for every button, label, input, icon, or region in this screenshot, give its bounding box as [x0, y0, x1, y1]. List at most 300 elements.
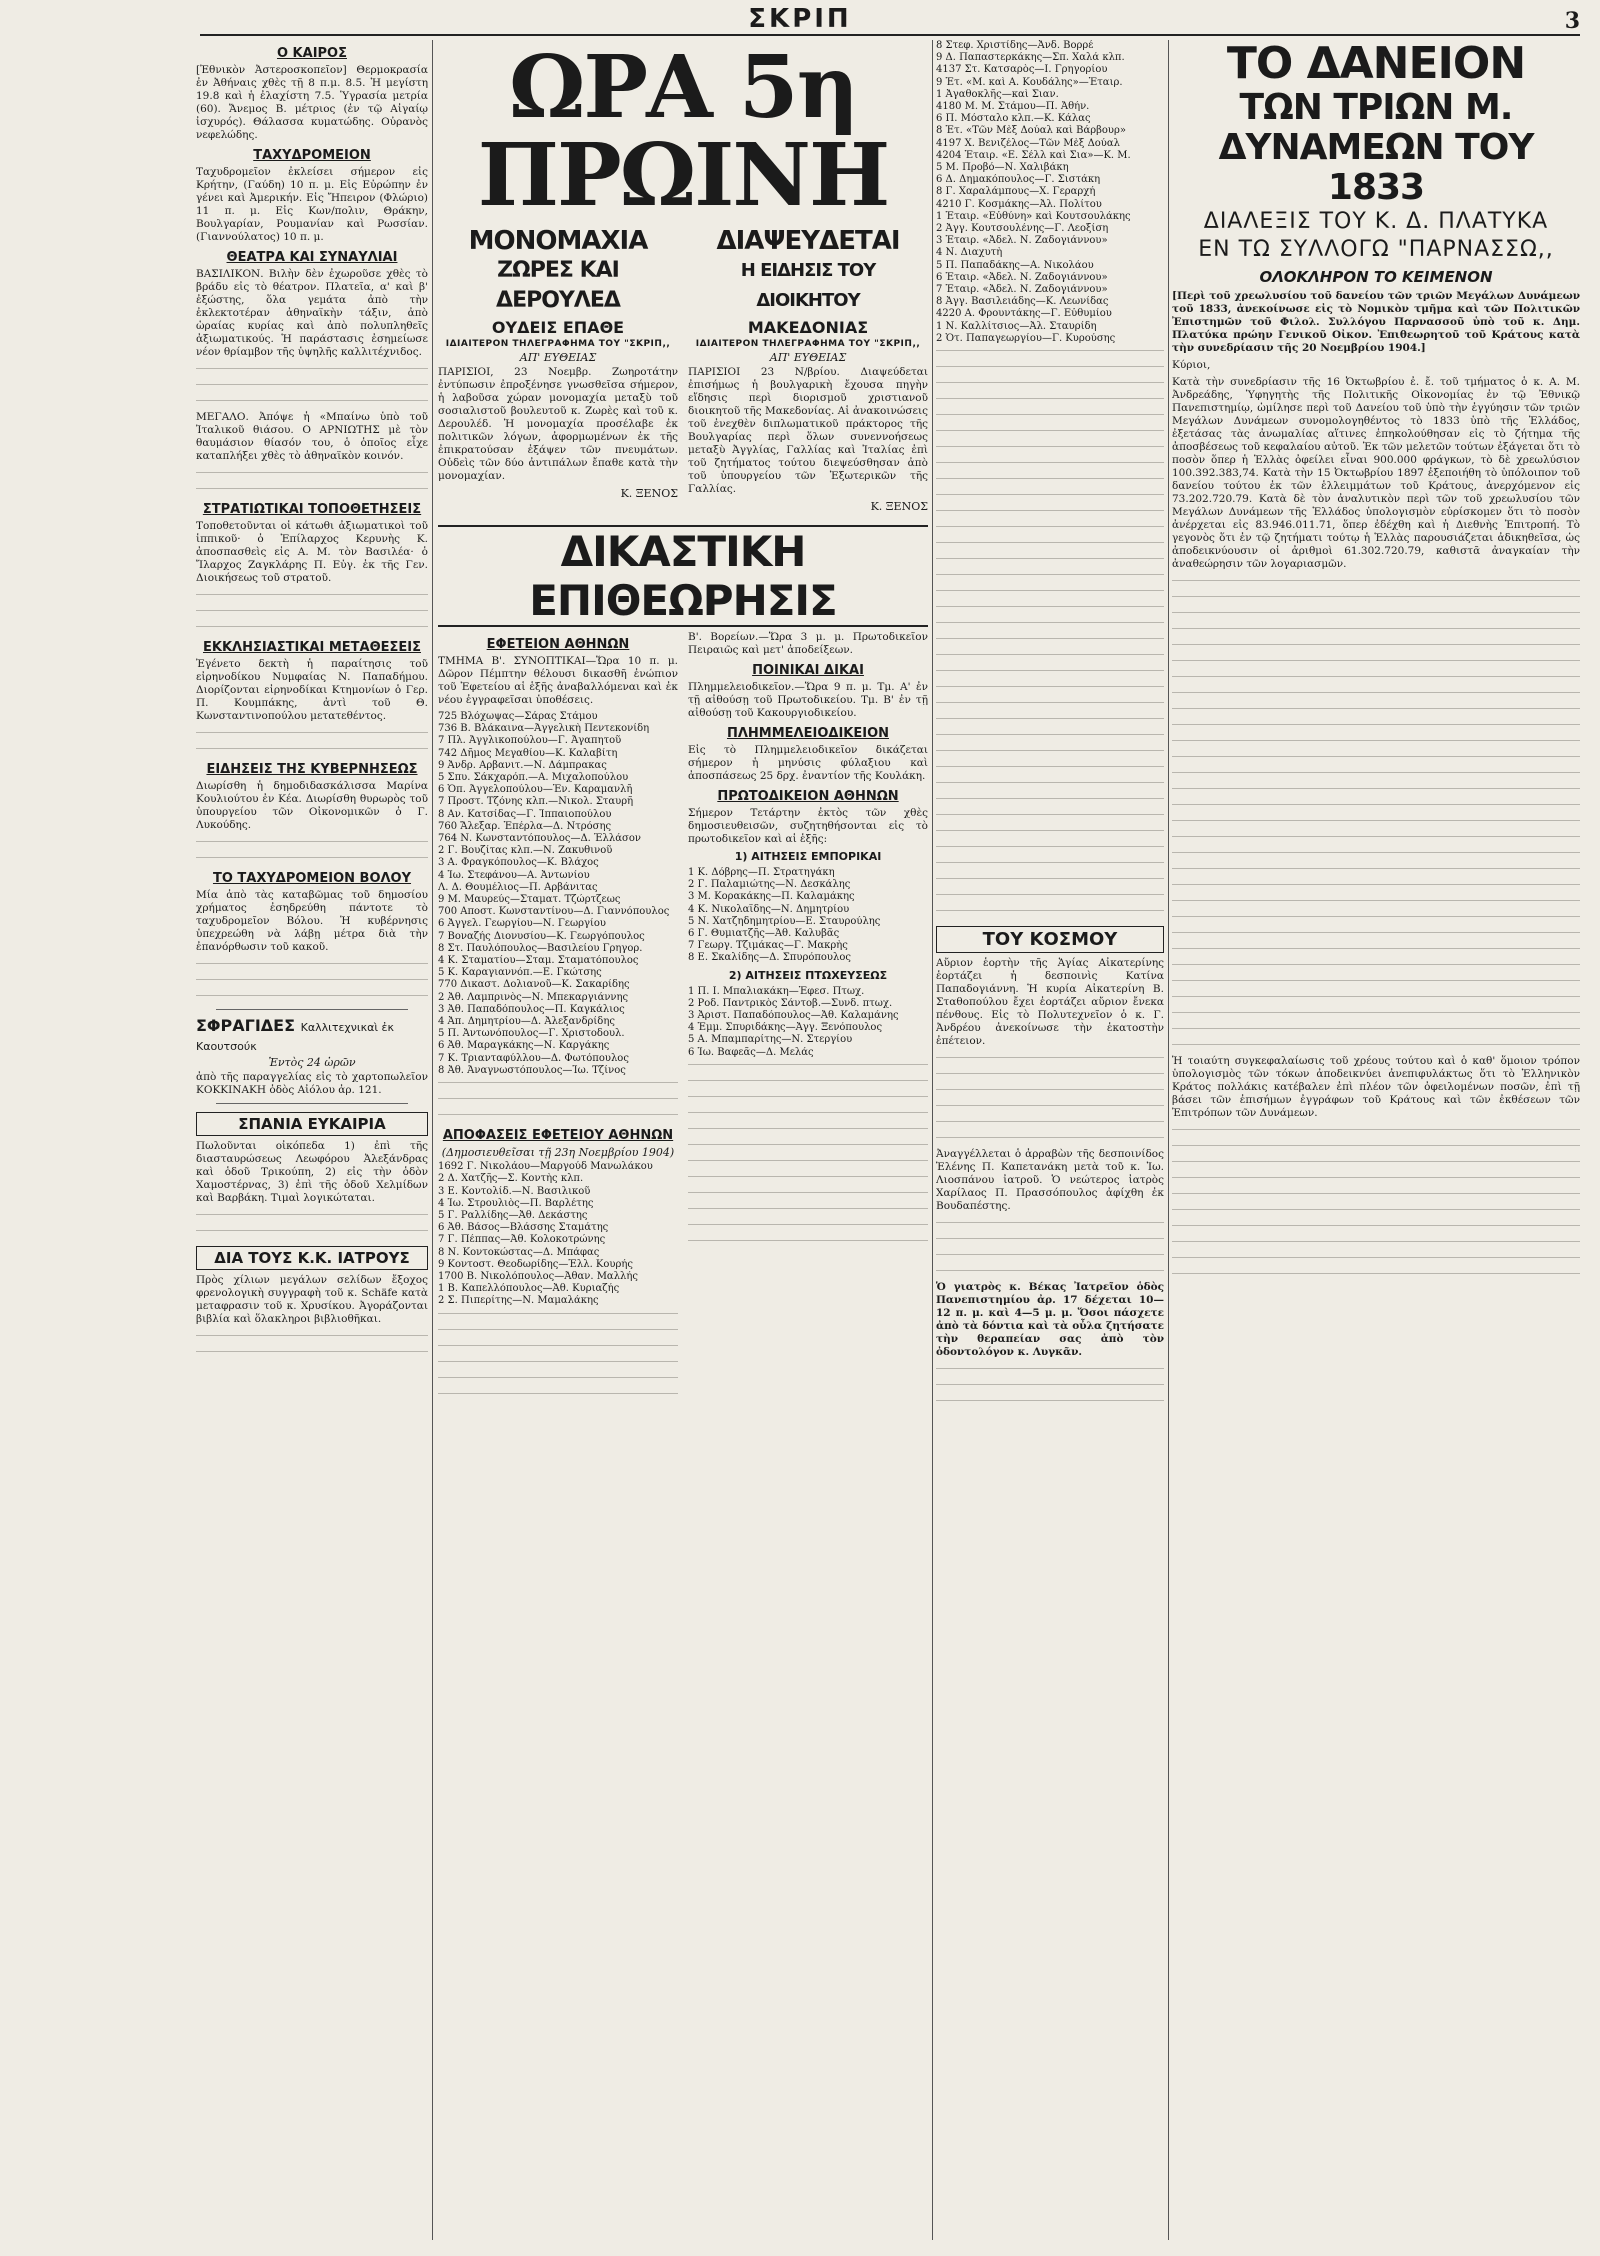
- masthead-title: ΣΚΡΙΠ: [748, 4, 852, 34]
- duel-headline: ΜΟΝΟΜΑΧΙΑ: [468, 226, 648, 256]
- ad-doctors-heading: ΔΙΑ ΤΟΥΣ Κ.Κ. ΙΑΤΡΟΥΣ: [196, 1246, 428, 1270]
- case-entry: 4210 Γ. Κοσμάκης—Ἀλ. Πολίτου: [936, 198, 1102, 210]
- loan-headline: ΤΟ ΔΑΝΕΙΟΝ: [1226, 40, 1526, 89]
- text-line: [196, 363, 428, 376]
- text-line: [1172, 1023, 1580, 1036]
- text-line: [936, 1100, 1164, 1113]
- case-entry: 7 Βοναζής Διονυσίου—Κ. Γεωργόπουλος: [438, 930, 645, 942]
- text-line: [936, 361, 1164, 374]
- duel-telegram-label: ΙΔΙΑΙΤΕΡΟΝ ΤΗΛΕΓΡΑΦΗΜΑ ΤΟΥ "ΣΚΡΙΠ,,: [445, 339, 671, 349]
- denial-telegram-label: ΙΔΙΑΙΤΕΡΟΝ ΤΗΛΕΓΡΑΦΗΜΑ ΤΟΥ "ΣΚΡΙΠ,,: [695, 339, 921, 349]
- divider: [216, 1103, 408, 1104]
- case-entry: 1 Ἀγαθοκλῆς—καὶ Σιαν.: [936, 88, 1059, 100]
- ad-stamps-heading: [196, 1016, 428, 1054]
- appeals-list-3: [438, 979, 678, 1077]
- text-line: [1172, 879, 1580, 892]
- text-line: [1172, 1268, 1580, 1281]
- military-heading: ΣΤΡΑΤΙΩΤΙΚΑΙ ΤΟΠΟΘΕΤΗΣΕΙΣ: [202, 502, 422, 517]
- case-entry: 2 Ἀθ. Λαμπρινὸς—Ν. Μπεκαργιάννης: [438, 991, 629, 1003]
- text-line: [196, 605, 428, 618]
- text-line: [936, 345, 1164, 358]
- case-entry: 5 Κ. Καραγιαννόπ.—Ε. Γκώτσης: [438, 967, 602, 979]
- text-line: [936, 409, 1164, 422]
- text-line: [196, 958, 428, 971]
- text-line: [1172, 687, 1580, 700]
- text-line: [1172, 719, 1580, 732]
- case-entry: 2 Ἀγγ. Κουτσουλένης—Γ. Λεοξίση: [936, 223, 1109, 235]
- case-entry: 3 Ἐταιρ. «Ἀδελ. Ν. Ζαδογιάννου»: [936, 235, 1108, 247]
- text-line: [936, 489, 1164, 502]
- text-line: [936, 569, 1164, 582]
- text-line: [438, 1340, 678, 1353]
- appeals-decisions-heading: ΑΠΟΦΑΣΕΙΣ ΕΦΕΤΕΙΟΥ ΑΘΗΝΩΝ: [442, 1128, 674, 1144]
- text-line: [936, 505, 1164, 518]
- text-line: [1172, 623, 1580, 636]
- case-entry: 1 Ἐταιρ. «Εὐθύνη» καὶ Κουτσουλάκης: [936, 210, 1131, 222]
- case-entry: 9 Δ. Παπαστερκάκης—Σπ. Χαλά κλπ.: [936, 52, 1125, 64]
- duel-text: ΠΑΡΙΣΙΟΙ, 23 Νοεμβρ. Ζωηροτάτην ἐντύπωσιν ἐπροξένησε γνωσθεῖσα σήμερον, ἡ λαβοῦσα χώραν μονομαχία μεταξὺ τοῦ σοσιαλιστοῦ βουλευτοῦ κ. Ζωρὲς καὶ τοῦ κ. Δερουλέδ. Ἡ μονομαχία προσέλαβε ἐκ πολιτικῶν λόγων, ἀφορμωμένων ἐκ τῆς ἐπικρατούσαν ἐξάψεν τῶν πνευμάτων. Οὐδεὶς τῶν δύο ἀντιπάλων ἔπαθε κατὰ τὴν μονομαχίαν.: [438, 366, 678, 482]
- text-line: [936, 1395, 1164, 1408]
- case-entry: 9 Κοντοστ. Θεοδωρίδης—Ἐλλ. Κουρής: [438, 1258, 633, 1270]
- case-entry: 8 Στεφ. Χριστίδης—Ἀνδ. Βορρέ: [936, 40, 1094, 51]
- text-line: [438, 1372, 678, 1385]
- ad-land-heading: ΣΠΑΝΙΑ ΕΥΚΑΙΡΙΑ: [196, 1112, 428, 1136]
- first-instance-text: Σήμερον Τετάρτην ἐκτὸς τῶν χθὲς δημοσιευθεισῶν, συζητηθήσονται εἰς τὸ πρωτοδικεῖον καὶ αἱ ἑξῆς:: [688, 807, 928, 845]
- case-entry: 4180 Μ. Μ. Στάμου—Π. Ἀθήν.: [936, 101, 1090, 113]
- text-line: [688, 1139, 928, 1152]
- case-entry: 6 Ἀθ. Βάσος—Βλάσσης Σταμάτης: [438, 1222, 609, 1234]
- case-entry: 8 Ἐτ. «Τῶν Μὲξ Δούαλ καὶ Βάρβουρ»: [936, 125, 1127, 137]
- text-line: [438, 1308, 678, 1321]
- text-line: [936, 633, 1164, 646]
- text-line: [1172, 863, 1580, 876]
- telegram-duel: [438, 226, 678, 517]
- case-entry: 5 Π. Ἀντωνόπουλος—Γ. Χριστοδουλ.: [438, 1028, 625, 1040]
- case-entry: 8 Ν. Κοντοκώστας—Δ. Μπάφας: [438, 1246, 600, 1258]
- courts-right: [688, 631, 928, 1404]
- case-entry: 8 Γ. Χαραλάμπους—Χ. Γεραρχή: [936, 186, 1096, 198]
- case-entry: 1 Κ. Δόβρης—Π. Στρατηγάκη: [688, 867, 835, 878]
- case-entry: 3 Ἀριστ. Παπαδόπουλος—Ἀθ. Καλαμάνης: [688, 1010, 899, 1022]
- government-heading: ΕΙΔΗΣΕΙΣ ΤΗΣ ΚΥΒΕΡΝΗΣΕΩΣ: [206, 762, 418, 777]
- case-entry: 8 Στ. Παυλόπουλος—Βασιλείου Γρηγορ.: [438, 942, 643, 954]
- text-line: [936, 553, 1164, 566]
- column-loan-lecture: [1172, 40, 1580, 2240]
- theatre-heading: ΘΕΑΤΡΑ ΚΑΙ ΣΥΝΑΥΛΙΑΙ: [226, 250, 398, 265]
- duel-tag: ΟΥΔΕΙΣ ΕΠΑΘΕ: [491, 318, 625, 337]
- text-line: [936, 761, 1164, 774]
- post-text: Ταχυδρομεῖον ἐκλείσει σήμερον εἰς Κρήτην, (Γαύδη) 10 π. μ. Εἰς Εὐρώπην ἐν γένει καὶ Ἀμερικήν. Εἰς Ἤπειρον (Φλώριο) 11 π. μ. Εἰς Κων/πολιν, Θράκην, Βουλγαρίαν, Ρουμανίαν καὶ Ρωσσίαν. (Γιαννούλατος) 10 π. μ.: [196, 166, 428, 243]
- ad-land-text: Πωλοῦνται οἰκόπεδα 1) ἐπὶ τῆς διασταυρώσεως Λεωφόρου Ἀλεξάνδρας καὶ ὁδοῦ Τρικούπη, 2) εἰς τὴν ὁδὸν Χαμοστέρνας, 3) ἐπὶ τῆς ὁδοῦ Χελμίδων καὶ Βαρβάκη. Τιμαὶ λογικώταται.: [196, 1140, 428, 1204]
- case-entry: 4220 Α. Φρουντάκης—Γ. Εὐθυμίου: [936, 308, 1112, 320]
- case-entry: 6 Ἀγγελ. Γεωργίου—Ν. Γεωργίου: [438, 918, 606, 930]
- text-line: [688, 1171, 928, 1184]
- text-line: [936, 521, 1164, 534]
- text-line: [196, 483, 428, 496]
- denial-text: ΠΑΡΙΣΙΟΙ 23 Ν/βρίου. Διαψεύδεται ἐπισήμως ἡ βουλγαρικὴ ἔχουσα πηγὴν εἴδησις περὶ διορισμοῦ χριστιανοῦ διοικητοῦ τῆς Μακεδονίας. Αἱ ἀνακοινώσεις τοῦ ἐνεχθὲν διπλωματικοῦ πράκτορος τῆς Βουλγαρίας περὶ ὅλων συνεννοήσεως μεταξὺ Ἀγγλίας, Γαλλίας καὶ Ἰταλίας ἐπὶ τοῦ ζητήματος τούτου διεψεύσθησαν ἀπὸ τοῦ ὑπουργείου τῶν Ἐξωτερικῶν τῆς Γαλλίας.: [688, 366, 928, 495]
- text-line: [1172, 911, 1580, 924]
- text-line: [1172, 975, 1580, 988]
- case-entry: 3 Ε. Κοντολίδ.—Ν. Βασιλικοῦ: [438, 1185, 591, 1197]
- duel-from: ΑΠ' ΕΥΘΕΙΑΣ: [519, 351, 597, 364]
- case-entry: 4 Ἀπ. Δημητρίου—Δ. Ἀλεξανδρίδης: [438, 1016, 615, 1028]
- text-line: [1172, 1188, 1580, 1201]
- text-line: [688, 1219, 928, 1232]
- text-line: [1172, 831, 1580, 844]
- text-line: [688, 1235, 928, 1248]
- theatre-text-2: ΜΕΓΑΛΟ. Ἀπόψε ἡ «Μπαίνω ὑπὸ τοῦ Ἰταλικοῦ θιάσου. Ο ΑΡΝΙΩΤΗΣ μὲ τὸν θαυμάσιον θίασόν του, ὁ ὁποῖος εἶχε καταπλήξει χθὲς τὸ ἀθηναϊκὸν κοινόν.: [196, 411, 428, 462]
- text-line: [1172, 783, 1580, 796]
- society-text-2: Ἀναγγέλλεται ὁ ἀρραβὼν τῆς δεσποινίδος Ἑλένης Π. Καπετανάκη μετὰ τοῦ κ. Ἰω. Λιοσπάνου ἰατροῦ. Ὁ νεώτερος ἰατρὸς Χαρίλαος Π. Πρασσόπουλος ἀφίχθη ἐκ Βουδαπέστης.: [936, 1148, 1164, 1213]
- full-text-label: ΟΛΟΚΛΗΡΟΝ ΤΟ ΚΕΙΜΕΝΟΝ: [1259, 268, 1493, 286]
- bankruptcy-requests-list: [688, 986, 928, 1059]
- column-rule: [1168, 40, 1169, 2240]
- lecture-body-2: Ἡ τοιαύτη συγκεφαλαίωσις τοῦ χρέους τούτου καὶ ὁ καθ' ὅμοιον τρόπον ὑπολογισμὸς τῶν τόκων ἀποδεικνύει ἀνεπιφυλάκτως ὅτι τὸ Ἑλληνικὸν Κράτος πολλάκις κατέβαλεν ἐπὶ πλέον τῶν ὀφειλομένων ποσῶν, ἐπὶ τῇ βάσει τῶν ἐπισήμων ἐγγράφων τοῦ Κράτους καὶ τῶν ἐκθέσεων τῶν Ἐπιτρόπων τῶν Δυνάμεων.: [1172, 1055, 1580, 1119]
- case-entry: 2 Γ. Παλαμιώτης—Ν. Δεσκάλης: [688, 879, 851, 891]
- text-line: [936, 1052, 1164, 1065]
- case-entry: 9 Μ. Μαυρεύς—Σταματ. Τζώρτζεως: [438, 894, 621, 906]
- text-line: [1172, 1252, 1580, 1265]
- text-line: [1172, 1172, 1580, 1185]
- text-line: [936, 1068, 1164, 1081]
- duel-subheadline: ΖΩΡΕΣ ΚΑΙ ΔΕΡΟΥΛΕΔ: [496, 258, 620, 313]
- text-line: [196, 379, 428, 392]
- society-heading: ΤΟΥ ΚΟΣΜΟΥ: [936, 926, 1164, 953]
- case-entry: 5 Ν. Χατζηδημητρίου—Ε. Σταυρούλης: [688, 915, 881, 927]
- case-entry: 1 Β. Καπελλόπουλος—Ἀθ. Κυριαζής: [438, 1283, 620, 1295]
- case-entry: 6 Ἐταιρ. «Ἀδελ. Ν. Ζαδογιάννου»: [936, 271, 1108, 283]
- text-line: [936, 889, 1164, 902]
- case-entry: 760 Ἄλεξαρ. Ἐπέρλα—Δ. Ντρόσης: [438, 820, 612, 832]
- text-line: [196, 1225, 428, 1238]
- text-line: [1172, 751, 1580, 764]
- case-entry: 7 Γ. Πέππας—Ἀθ. Κολοκοτρώνης: [438, 1234, 606, 1246]
- denial-signature: Κ. ΞΕΝΟΣ: [870, 500, 928, 513]
- weather-heading: Ο ΚΑΙΡΟΣ: [276, 46, 347, 61]
- lecture-body: Κατὰ τὴν συνεδρίασιν τῆς 16 Ὀκτωβρίου ἐ. ἔ. τοῦ τμήματος ὁ κ. Α. Μ. Ἀνδρεάδης, Ὑφηγητὴς τῆς Πολιτικῆς Οἰκονομίας ἐν τῷ Ἐθνικῷ Πανεπιστημίῳ, ὡμίλησε περὶ τοῦ Δανείου τοῦ ὑπὸ τὴν ἐγγύησιν τῶν τριῶν Μεγάλων Δυνάμεων συνομολογηθέντος τὸ 1833 ὑπὸ τῆς Ἑλλάδος, ἐξετάσας τὰς ἀνωμαλίας αἵτινες ἐπηκολούθησαν εἰς τὸ ζήτημα τῆς ἀποσβέσεως τοῦ κεφαλαίου αὐτοῦ. Ἐκ τῶν μελετῶν τούτων ἐξάγεται ὅτι τὸ ποσὸν ὅπερ ἡ Ἑλλὰς ὀφείλει εἶναι 900.000 φράγκων, τὸ δὲ χρεωλύσιον 100.392.383,74. Κατὰ τὴν 15 Ὀκτωβρίου 1897 ἐξεποιήθη τὸ ὑπόλοιπον τοῦ δανείου τούτου ἐκ τῶν ἑλλειμμάτων τοῦ Κράτους, ἀνερχόμενον εἰς 73.202.720.79. Κατὰ δὲ τὸν ἀναλυτικὸν περὶ τῶν τοῦ χρεωλυσίου τῶν Μεγάλων Δυνάμεων τῆς Ἑλλάδος ὑπολογισμὸν εὑρίσκομεν ὅτι τὸ ποσὸν ἀνέρχεται εἰς 83.946.011.71, ὅπερ ἐδέχθη καὶ ἡ Διεθνὴς Ἐπιτροπή. Τὸ γεγονὸς ὅτι ἐν τῷ ζητήματι τούτῳ ἡ Ἑλλὰς παρουσιάζεται ἀδικηθεῖσα, ὡς ἀποδεικνύουσιν οἱ ἀριθμοὶ 61.302.720.79, καθιστᾶ ἀναγκαίαν τὴν ἀναθεώρησιν τῶν λογαριασμῶν.: [1172, 376, 1580, 570]
- text-line: [688, 1075, 928, 1088]
- case-entry: 4 Ἰω. Στρουλιὸς—Π. Βαρλέτης: [438, 1197, 594, 1209]
- text-line: [1172, 927, 1580, 940]
- text-line: [936, 697, 1164, 710]
- text-line: [936, 393, 1164, 406]
- first-instance-heading: ΠΡΩΤΟΔΙΚΕΙΟΝ ΑΘΗΝΩΝ: [717, 789, 899, 804]
- appeals-list-2: [438, 882, 678, 980]
- text-line: [936, 441, 1164, 454]
- bankruptcy-requests-heading: 2) ΑΙΤΗΣΕΙΣ ΠΤΩΧΕΥΣΕΩΣ: [728, 968, 888, 982]
- text-line: [936, 1265, 1164, 1278]
- masthead-rule: [200, 34, 1580, 36]
- case-entry: 1 Ν. Καλλίτσιος—Ἀλ. Σταυρίδη: [936, 320, 1097, 332]
- case-entry: 5 Γ. Ραλλίδης—Ἀθ. Δεκάστης: [438, 1209, 588, 1221]
- case-entry: 5 Α. Μπαμπαρίτης—Ν. Στεργίου: [688, 1034, 853, 1046]
- text-line: [936, 617, 1164, 630]
- volos-heading: ΤΟ ΤΑΧΥΔΡΟΜΕΙΟΝ ΒΟΛΟΥ: [212, 871, 412, 886]
- denial-tag: ΜΑΚΕΔΟΝΙΑΣ: [747, 318, 869, 337]
- case-entry: 2 Ὁτ. Παπαγεωργίου—Γ. Κυρούσης: [936, 332, 1116, 344]
- case-entry: 7 Γεωργ. Τζιμάκας—Γ. Μακρὴς: [688, 940, 848, 952]
- brief-text: Β'. Βορείων.—Ὥρα 3 μ. μ. Πρωτοδικεῖον Πειραιῶς καὶ μετ' ἀποδείξεων.: [688, 631, 928, 656]
- text-line: [936, 585, 1164, 598]
- case-entry: 4 Ἰω. Στεφάνου—Α. Ἀντωνίου: [438, 869, 590, 881]
- text-line: [1172, 671, 1580, 684]
- case-entry: 736 Β. Βλάκαινα—Ἀγγελικὴ Πεντεκονίδη: [438, 723, 650, 735]
- text-line: [936, 1116, 1164, 1129]
- lecture-title: ΔΙΑΛΕΞΙΣ ΤΟΥ Κ. Δ. ΠΛΑΤΥΚΑ: [1203, 209, 1549, 234]
- text-line: [936, 1379, 1164, 1392]
- post-heading: ΤΑΧΥΔΡΟΜΕΙΟΝ: [253, 148, 371, 163]
- text-line: [936, 1217, 1164, 1230]
- case-entry: 7 Προστ. Τζόνης κλπ.—Νικολ. Σταυρῆ: [438, 796, 634, 808]
- headline-banner: ΩΡΑ 5η ΠΡΩΙΝΗ: [477, 40, 889, 226]
- column-news-briefs: [196, 40, 428, 2240]
- text-line: [688, 1203, 928, 1216]
- text-line: [936, 601, 1164, 614]
- text-line: [1172, 1220, 1580, 1233]
- text-line: [438, 1324, 678, 1337]
- text-line: [1172, 1236, 1580, 1249]
- ad-stamps-note: Ἐντὸς 24 ὡρῶν: [268, 1056, 356, 1069]
- text-line: [936, 457, 1164, 470]
- denial-headline: ΔΙΑΨΕΥΔΕΤΑΙ: [716, 226, 900, 256]
- case-entry: 700 Αποστ. Κωνσταντίνου—Δ. Γιαννόπουλος: [438, 906, 670, 918]
- text-line: [1172, 703, 1580, 716]
- duel-signature: Κ. ΞΕΝΟΣ: [620, 487, 678, 500]
- case-entry: Λ. Δ. Θουμέλιος—Π. Αρβάνιτας: [438, 881, 598, 893]
- society-text: Αὔριον ἑορτὴν τῆς Ἁγίας Αἰκατερίνης ἑορτάζει ἡ δεσποινὶς Κατίνα Παπαδογιάννη. Ἡ κυρία Αἰκατερίνη Β. Σταθοπούλου ἔχει ἑορτάζει αὔριον ἔνεκα πένθους. Εἰς τὸ Πολυτεχνεῖον ὁ κ. Γ. Ἀνδρέου ἀνεκοίνωσε τὴν ἑκατοστὴν ἐπέτειον.: [936, 957, 1164, 1048]
- text-line: [438, 1356, 678, 1369]
- ad-stamps-title: ΣΦΡΑΓΙΔΕΣ: [196, 1016, 296, 1035]
- case-entry: 8 Αν. Κατσίδας—Γ. Ἱππαιοπούλου: [438, 808, 612, 820]
- text-line: [1172, 1007, 1580, 1020]
- case-entry: 3 Μ. Κορακάκης—Π. Καλαμάκης: [688, 891, 855, 903]
- case-entry: 764 Ν. Κωνσταντόπουλος—Δ. Ἐλλάσον: [438, 833, 641, 845]
- case-entry: 4 Κ. Νικολαΐδης—Ν. Δημητρίου: [688, 903, 850, 915]
- text-line: [1172, 895, 1580, 908]
- case-entry: 5 Μ. Προβό—Ν. Χαλιβάκη: [936, 162, 1069, 174]
- case-entry: 742 Δῆμος Μεγαθίου—Κ. Καλαβίτη: [438, 747, 618, 759]
- case-entry: 4137 Στ. Κατσαρὸς—Ι. Γρηγορίου: [936, 64, 1108, 76]
- text-line: [1172, 847, 1580, 860]
- text-line: [196, 467, 428, 480]
- text-line: [1172, 959, 1580, 972]
- text-line: [936, 841, 1164, 854]
- weather-text: [Ἐθνικὸν Ἀστεροσκοπεῖον] Θερμοκρασία ἐν Ἀθήναις χθὲς τῇ 8 π.μ. 8.5. Ἡ μεγίστη 19.8 καὶ ἡ ἐλαχίστη 7.5. Ὑγρασία μετρία (60). Ἄνεμος Β. μέτριος (ἐν τῷ Αἰγαίῳ ἰσχυρός). Θάλασσα κυματώδης. Οὐρανὸς νεφελώδης.: [196, 64, 428, 141]
- text-line: [438, 1077, 678, 1090]
- text-line: [438, 1093, 678, 1106]
- courts-headline: ΔΙΚΑΣΤΙΚΗ ΕΠΙΘΕΩΡΗΣΙΣ: [438, 525, 928, 627]
- text-line: [196, 1209, 428, 1222]
- text-line: [936, 537, 1164, 550]
- text-line: [196, 836, 428, 849]
- text-line: [936, 681, 1164, 694]
- text-line: [1172, 639, 1580, 652]
- text-line: [1172, 815, 1580, 828]
- case-entry: 6 Δ. Δημακόπουλος—Γ. Σιστάκη: [936, 174, 1101, 186]
- column-telegrams-courts: [438, 40, 928, 2240]
- case-entry: 1700 Β. Νικολόπουλος—Ἀθαν. Μαλλής: [438, 1270, 638, 1282]
- text-line: [196, 395, 428, 408]
- church-heading: ΕΚΚΛΗΣΙΑΣΤΙΚΑΙ ΜΕΤΑΘΕΣΕΙΣ: [203, 640, 421, 655]
- text-line: [196, 743, 428, 756]
- case-entry: 5 Π. Παπαδάκης—Α. Νικολάου: [936, 259, 1094, 271]
- misdemeanor-text: Εἰς τὸ Πλημμελειοδικεῖον δικάζεται σήμερον ἡ μηνύσις φύλαξιου καὶ ἀποσπάσεως 25 δρχ. ἐναντίον τῆς Κουλάκη.: [688, 744, 928, 782]
- case-entry: 3 Α. Φραγκόπουλος—Κ. Βλάχος: [438, 857, 599, 869]
- case-entry: 8 Ἀγγ. Βασιλειάδης—Κ. Λεωνίδας: [936, 296, 1109, 308]
- text-line: [688, 1091, 928, 1104]
- case-entry: 1692 Γ. Νικολάου—Μαργούδ Μανωλάκου: [438, 1161, 653, 1173]
- telegram-denial: [688, 226, 928, 517]
- loan-subheadline: ΤΩΝ ΤΡΙΩΝ Μ. ΔΥΝΑΜΕΩΝ ΤΟΥ 1833: [1218, 87, 1534, 208]
- text-line: [936, 377, 1164, 390]
- text-line: [688, 1155, 928, 1168]
- text-line: [1172, 1124, 1580, 1137]
- telegram-pair: [438, 226, 928, 517]
- divider: [216, 1009, 408, 1010]
- courts-left: [438, 631, 678, 1404]
- column-rule: [432, 40, 433, 2240]
- dentist-ad-text: Ὁ γιατρὸς κ. Βέκας Ἰατρεῖον ὁδὸς Πανεπιστημίου ἀρ. 17 δέχεται 10—12 π. μ. καὶ 4—5 μ. μ. Ὅσοι πάσχετε ἀπὸ τὰ δόντια καὶ τὰ οὖλα ζητήσατε τὴν θεραπείαν σας ἀπὸ τὸν ὀδοντολόγον κ. Λυγκᾶν.: [936, 1281, 1164, 1359]
- appeals-heading: ΕΦΕΤΕΙΟΝ ΑΘΗΝΩΝ: [486, 637, 630, 652]
- text-line: [936, 473, 1164, 486]
- criminal-text: Πλημμελειοδικεῖον.—Ὥρα 9 π. μ. Τμ. Α' ἐν τῇ αἰθούσῃ τοῦ Πρωτοδικείου. Τμ. Β' ἐν τῇ αἰθούσῃ τοῦ Κακουργιοδικείου.: [688, 681, 928, 719]
- text-line: [936, 665, 1164, 678]
- text-line: [936, 809, 1164, 822]
- text-line: [688, 1123, 928, 1136]
- text-line: [1172, 991, 1580, 1004]
- case-entry: 5 Σπυ. Σάκχαρόπ.—Α. Μιχαλοπούλου: [438, 772, 629, 784]
- case-entry: 6 Π. Μόσταλο κλπ.—Κ. Κάλας: [936, 113, 1091, 125]
- case-entry: 7 Κ. Τριανταφύλλου—Δ. Φωτόπουλος: [438, 1052, 629, 1064]
- text-line: [688, 1107, 928, 1120]
- text-line: [936, 825, 1164, 838]
- case-entry: 4 Ἐμμ. Σπυριδάκης—Ἀγγ. Ξενόπουλος: [688, 1022, 883, 1034]
- case-entry: 1 Π. Ι. Μπαλιακάκη—Ἐφεσ. Πτωχ.: [688, 985, 865, 997]
- text-line: [1172, 767, 1580, 780]
- text-line: [936, 425, 1164, 438]
- column-court-list-society: [936, 40, 1164, 2240]
- case-entry: 4204 Ἐταιρ. «Ε. Σέλλ καὶ Σια»—Κ. Μ.: [936, 149, 1131, 161]
- ad-stamps-sub: Καλλιτεχνικαὶ ἐκ Καουτσούκ: [196, 1021, 394, 1053]
- military-text: Τοποθετοῦνται οἱ κάτωθι ἀξιωματικοὶ τοῦ ἱππικοῦ· ὁ Ἐπίλαρχος Κερυνὴς Κ. ἀποσπασθεὶς εἰς Α. Μ. τὸν Βασιλέα· ὁ Ἴλαρχος Ζαγκλάρης Π. Εὐγ. ἐκ τῆς Γεν. Διοικήσεως τοῦ στρατοῦ.: [196, 520, 428, 584]
- text-line: [936, 1363, 1164, 1376]
- text-line: [438, 1388, 678, 1401]
- commercial-requests-heading: 1) ΑΙΤΗΣΕΙΣ ΕΜΠΟΡΙΚΑΙ: [734, 850, 882, 863]
- case-entry: 7 Ἐταιρ. «Ἀδελ. Ν. Ζαδογιάννου»: [936, 284, 1108, 296]
- case-entry: 725 Βλόχωψας—Σάρας Στάμου: [438, 711, 598, 722]
- case-entry: 4 Κ. Σταματίου—Σταμ. Σταματόπουλος: [438, 955, 639, 967]
- case-entry: 4 Ν. Διαχυτὴ: [936, 247, 1003, 259]
- text-line: [688, 1059, 928, 1072]
- text-line: [196, 852, 428, 865]
- text-line: [936, 1132, 1164, 1145]
- case-entry: 2 Ροδ. Παντρικὸς Σάντοβ.—Συνδ. πτωχ.: [688, 997, 893, 1009]
- government-text: Διωρίσθη ἡ δημοδιδασκάλισσα Μαρίνα Κουλιούτου ἐν Κέα. Διωρίσθη θυρωρὸς τοῦ ὑπουργείου τῶν Οἰκονομικῶν ὁ Γ. Λυκούδης.: [196, 780, 428, 831]
- case-entry: 4197 Χ. Βενιζέλος—Τῶν Μὲξ Δούαλ: [936, 137, 1120, 149]
- case-entry: 2 Γ. Βουζίτας κλπ.—Ν. Ζακυθινοῦ: [438, 845, 613, 857]
- court-case-list: [936, 40, 1164, 345]
- text-line: [688, 1187, 928, 1200]
- case-entry: 3 Ἀθ. Παπαδόπουλος—Π. Καγκάλιος: [438, 1003, 625, 1015]
- text-line: [196, 974, 428, 987]
- text-line: [1172, 943, 1580, 956]
- appeals-decisions-date: (Δημοσιευθεῖσαι τῇ 23η Νοεμβρίου 1904): [441, 1146, 675, 1160]
- text-line: [196, 1346, 428, 1359]
- ad-doctors-text: Πρὸς χίλιων μεγάλων σελίδων ἔξοχος φρενολογικὴ συγγραφὴ τοῦ κ. Schäfe κατὰ μεταφρασιν τοῦ κ. Χρυσίκου. Ἀγοράζονται βιβλία καὶ ὅλακληροι βιβλιοθῆκαι.: [196, 1274, 428, 1325]
- text-line: [1172, 607, 1580, 620]
- commercial-requests-list: [688, 867, 928, 965]
- theatre-text: ΒΑΣΙΛΙΚΟΝ. Βιλὴν δὲν ἐχωροῦσε χθὲς τὸ βράδυ εἰς τὸ θέατρον. Πλατεῖα, α' καὶ β' ἐξώστης, ὅλα γεμάτα ἀπὸ τὴν ἐκλεκτοτέραν ἀθηναϊκὴν τάξιν, ἀπὸ ὡραίας κυρίας καὶ ἀπὸ πολυπληθεῖς ἀξιωματικούς. Ἡ παράστασις ἐσημείωσε νέον θρίαμβον τῆς ὑψηλῆς καλλιτέχνιδος.: [196, 268, 428, 358]
- text-line: [936, 649, 1164, 662]
- text-line: [1172, 1156, 1580, 1169]
- case-entry: 9 Ἀνδρ. Αρβανιτ.—Ν. Δάμπρακας: [438, 759, 607, 771]
- text-line: [936, 745, 1164, 758]
- text-line: [438, 1109, 678, 1122]
- text-line: [196, 1330, 428, 1343]
- case-entry: 2 Σ. Πιπερίτης—Ν. Μαμαλάκης: [438, 1295, 599, 1307]
- appeals-decisions-list: [438, 1161, 678, 1307]
- text-line: [196, 990, 428, 1003]
- denial-from: ΑΠ' ΕΥΘΕΙΑΣ: [769, 351, 847, 364]
- lecture-venue: ΕΝ ΤΩ ΣΥΛΛΟΓΩ "ΠΑΡΝΑΣΣΩ,,: [1198, 237, 1554, 262]
- text-line: [1172, 1140, 1580, 1153]
- text-line: [1172, 735, 1580, 748]
- volos-text: Μία ἀπὸ τὰς καταβῶμας τοῦ δημοσίου χρήματος ἐσηδρεύθη πάντοτε τὸ ταχυδρομεῖον Βόλου. Ἡ κυβέρνησις ὑπεχρεώθη νὰ λάβῃ μέτρα διὰ τὴν ἐπανόρθωσιν τοῦ κακοῦ.: [196, 889, 428, 953]
- lecture-intro: [Περὶ τοῦ χρεωλυσίου τοῦ δανείου τῶν τριῶν Μεγάλων Δυνάμεων τοῦ 1833, ἀνεκοίνωσε εἰς τὸ Νομικὸν τμῆμα καὶ τῶν Πολιτικῶν Ἐπιστημῶν τοῦ Φιλολ. Συλλόγου Παρνασσοῦ ὑπὸ τοῦ κ. Δημ. Πλατύκα πρώην Γενικοῦ Οἰκον. Ἐπιθεωρητοῦ τοῦ Κράτους κατὰ τὴν συνεδρίασιν τῆς 20 Νοεμβρίου 1904.]: [1172, 290, 1580, 354]
- appeals-list: [438, 711, 678, 882]
- case-entry: 7 Πλ. Ἀγγλικοπούλου—Γ. Ἀγαπητοῦ: [438, 735, 622, 747]
- text-line: [936, 1249, 1164, 1262]
- text-line: [1172, 591, 1580, 604]
- case-entry: 8 Ε. Σκαλίδης—Δ. Σπυρόπουλος: [688, 952, 851, 964]
- text-line: [1172, 1204, 1580, 1217]
- text-line: [936, 1084, 1164, 1097]
- text-line: [196, 621, 428, 634]
- text-line: [936, 729, 1164, 742]
- column-rule: [932, 40, 933, 2240]
- page-number: 3: [1564, 8, 1580, 34]
- text-line: [936, 1233, 1164, 1246]
- appeals-text: ΤΜΗΜΑ Β'. ΣΥΝΟΠΤΙΚΑΙ—Ὥρα 10 π. μ. Δῶρον Πέμπτην θέλουσι δικασθῆ ἐνώπιον τοῦ Ἐφετείου αἱ ἑξῆς ἀναβαλλόμεναι καὶ ἐκ νέου ἐγγραφεῖσαι ὑποθέσεις.: [438, 655, 678, 706]
- text-line: [936, 857, 1164, 870]
- text-line: [936, 713, 1164, 726]
- misdemeanor-heading: ΠΛΗΜΜΕΛΕΙΟΔΙΚΕΙΟΝ: [726, 726, 890, 741]
- text-line: [1172, 1039, 1580, 1052]
- text-line: [196, 589, 428, 602]
- case-entry: 6 Ἰω. Βαφεᾶς—Δ. Μελάς: [688, 1046, 814, 1058]
- courts-columns: [438, 631, 928, 1404]
- text-line: [936, 777, 1164, 790]
- text-line: [1172, 655, 1580, 668]
- denial-subheadline: Η ΕΙΔΗΣΙΣ ΤΟΥ ΔΙΟΙΚΗΤΟΥ: [740, 260, 876, 311]
- lecture-salutation: Κύριοι,: [1172, 359, 1211, 371]
- text-line: [936, 873, 1164, 886]
- case-entry: 6 Ἀθ. Μαραγκάκης—Ν. Καργάκης: [438, 1040, 610, 1052]
- text-line: [196, 727, 428, 740]
- case-entry: 6 Γ. Θυμιατζῆς—Ἀθ. Καλυβᾶς: [688, 928, 840, 940]
- text-line: [936, 793, 1164, 806]
- text-line: [936, 905, 1164, 918]
- criminal-heading: ΠΟΙΝΙΚΑΙ ΔΙΚΑΙ: [752, 663, 864, 678]
- case-entry: 770 Δικαστ. Δολιανοῦ—Κ. Σακαρίδης: [438, 979, 630, 991]
- church-text: Ἐγένετο δεκτὴ ἡ παραίτησις τοῦ εἰρηνοδίκου Νυμφαίας Ν. Παπαδήμου. Διορίζονται εἰρηνοδίκαι Κτημονίων ὁ Γερ. Π. Κουμπάκης, ἀντὶ τοῦ Θ. Κωνσταντινοπούλου μετατεθέντος.: [196, 658, 428, 722]
- ad-stamps-text: ἀπὸ τῆς παραγγελίας εἰς τὸ χαρτοπωλεῖον ΚΟΚΚΙΝΑΚΗ ὁδὸς Αἰόλου ἀρ. 121.: [196, 1071, 428, 1096]
- case-entry: 6 Ὁπ. Ἀγγελοπούλου—Ἐν. Καραμανλῆ: [438, 784, 633, 796]
- text-line: [1172, 799, 1580, 812]
- case-entry: 2 Δ. Χατζῆς—Σ. Κοντὴς κλπ.: [438, 1173, 584, 1185]
- case-entry: 8 Ἀθ. Ἀναγνωστόπουλος—Ἰω. Τζίνος: [438, 1064, 626, 1076]
- case-entry: 9 Ἐτ. «Μ. καὶ Α. Κουδάλης»—Ἐταιρ.: [936, 76, 1123, 88]
